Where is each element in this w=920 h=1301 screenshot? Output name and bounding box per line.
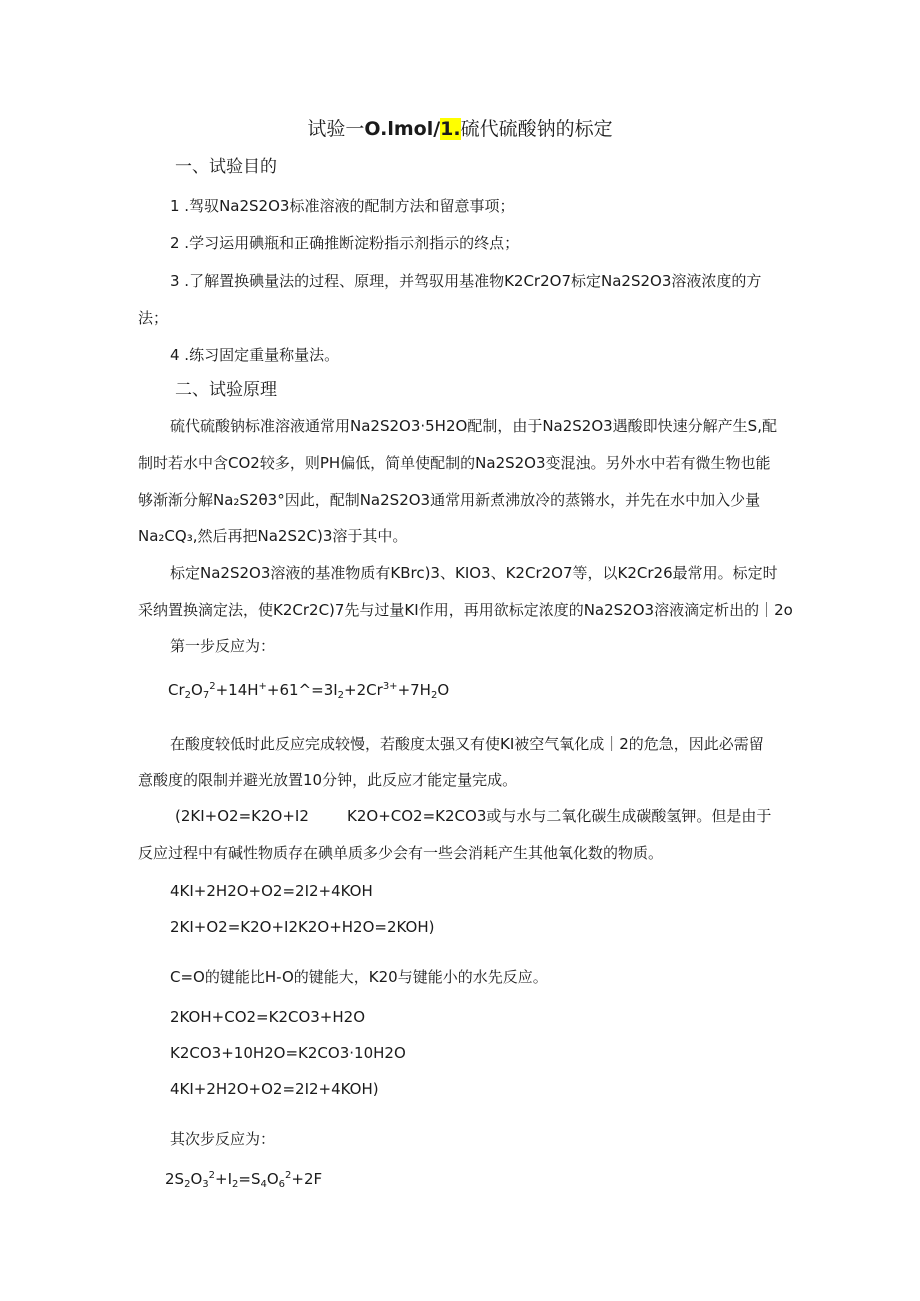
principle-para3-line2: 意酸度的限制并避光放置10分钟，此反应才能定量完成。 [138, 771, 518, 789]
principle-para1-line2: 制时若水中含CO2较多，则PH偏低，简单使配制的Na2S2O3变混浊。另外水中若有微生物也能 [138, 454, 771, 472]
step1-label: 第一步反应为： [170, 637, 276, 655]
principle-para1-line3: 够渐渐分解Na₂S2θ3°因此，配制Na2S2O3通常用新煮沸放冷的蒸锵水，并先在水中加入少量 [138, 491, 761, 509]
step2-label: 其次步反应为： [170, 1130, 276, 1148]
principle-para2-line2: 采纳置换滴定法，使K2Cr2C)7先与过量KI作用，再用欲标定浓度的Na2S2O3溶液滴定析出的｜2o [138, 601, 793, 619]
section-heading-purpose: 一、试验目的 [175, 157, 277, 177]
principle-para1-line1: 硫代硫酸钠标准溶液通常用Na2S2O3·5H2O配制，由于Na2S2O3遇酸即快速分解产生S,配 [170, 417, 777, 435]
principle-para4-line1: (2KI+O2=K2O+I2 K2O+CO2=K2CO3或与水与二氧化碳生成碳酸氢钾。但是由于 [175, 807, 772, 825]
bond-energy-note: C=O的键能比H-O的键能大，K20与键能小的水先反应。 [170, 968, 548, 986]
principle-para4-line2: 反应过程中有碱性物质存在碘单质多少会有一些会消耗产生其他氧化数的物质。 [138, 844, 664, 862]
equation-d: K2CO3+10H2O=K2CO3·10H2O [170, 1044, 406, 1062]
equation-e: 4KI+2H2O+O2=2I2+4KOH) [170, 1080, 379, 1098]
equation-step2: $2S_2O_3^2+I_2=S_4O_6^2+2F$ [165, 1170, 323, 1190]
equation-c: 2KOH+CO2=K2CO3+H2O [170, 1008, 366, 1026]
principle-para1-line4: Na₂CQ₃,然后再把Na2S2C)3溶于其中。 [138, 527, 408, 545]
purpose-item-1: 1 .驾驭Na2S2O3标准溶液的配制方法和留意事项； [170, 197, 515, 215]
principle-para3-line1: 在酸度较低时此反应完成较慢，若酸度太强又有使KI被空气氧化成｜2的危急，因此必需留 [170, 735, 764, 753]
purpose-item-2: 2 .学习运用碘瓶和正确推断淀粉指示剂指示的终点； [170, 234, 520, 252]
title-concentration: O.lmol/ [364, 118, 441, 140]
equation-step1: $Cr_2O_7^2+14H^++61\^{}=3I_2+2Cr^{3+}+7H_2O$ [168, 681, 450, 701]
equation-b: 2KI+O2=K2O+I2K2O+H2O=2KOH) [170, 918, 435, 936]
title-highlight: 1. [440, 118, 461, 140]
title-suffix: 硫代硫酸钠的标定 [460, 118, 613, 140]
page-title [0, 117, 920, 141]
equation-a: 4KI+2H2O+O2=2I2+4KOH [170, 882, 373, 900]
purpose-item-4: 4 .练习固定重量称量法。 [170, 346, 340, 364]
section-heading-principle: 二、试验原理 [175, 380, 277, 400]
title-prefix: 试验一 [307, 118, 365, 140]
purpose-item-3: 3 .了解置换碘量法的过程、原理，并驾驭用基准物K2Cr2O7标定Na2S2O3溶液浓度的方 [170, 272, 762, 290]
purpose-item-3-cont: 法； [138, 309, 169, 327]
principle-para2-line1: 标定Na2S2O3溶液的基准物质有KBrc)3、KIO3、K2Cr2O7等，以K2Cr26最常用。标定时 [170, 564, 778, 582]
